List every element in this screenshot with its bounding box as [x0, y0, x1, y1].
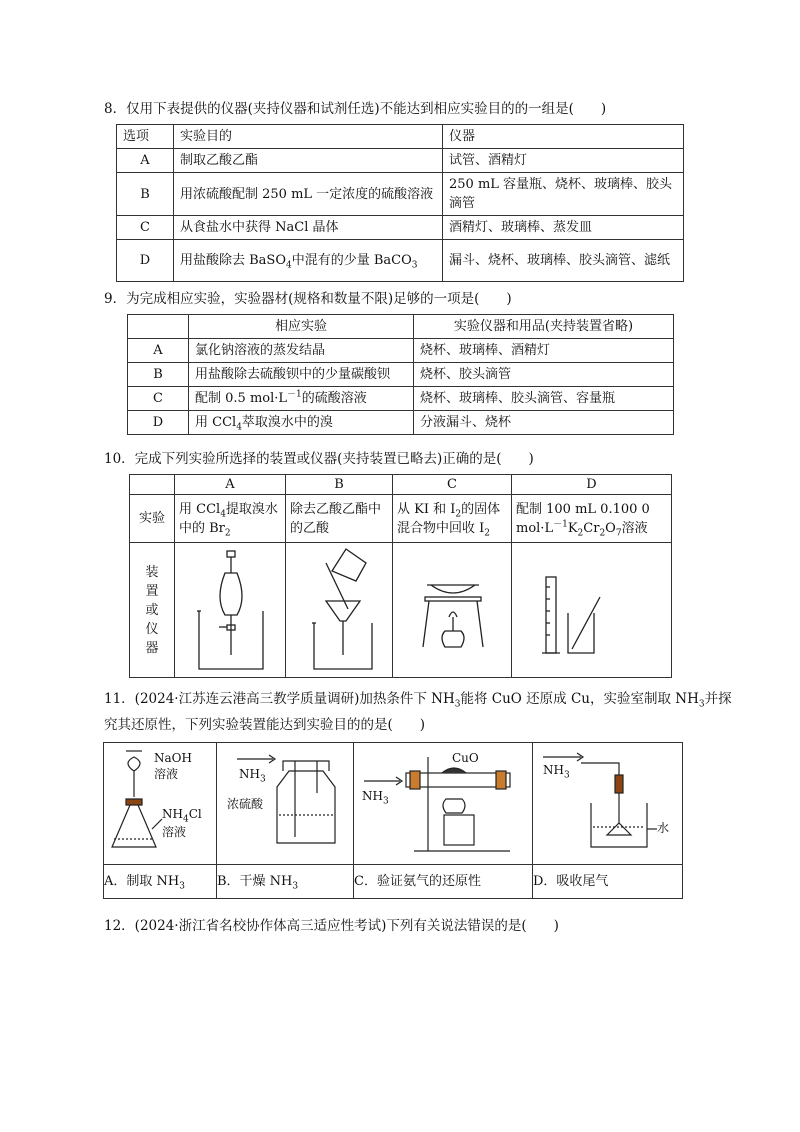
- concentrated-sulfuric-acid-label: 浓硫酸: [227, 797, 264, 811]
- q9-stem: 9．为完成相应实验，实验器材(规格和数量不限)足够的一项是( ): [104, 291, 512, 307]
- q9-experiment: 用盐酸除去硫酸钡中的少量碳酸钡: [189, 363, 414, 387]
- q12-stem: 12．(2024·浙江省名校协作体高三适应性考试)下列有关说法错误的是( ): [104, 918, 559, 934]
- nh4cl-solution-label: 溶液: [162, 825, 187, 839]
- q11-apparatus-b: [217, 743, 354, 865]
- q8-option: B: [117, 173, 174, 216]
- q8-apparatus: 250 mL 容量瓶、烧杯、玻璃棒、胶头滴管: [443, 173, 684, 216]
- q8-apparatus: 试管、酒精灯: [443, 149, 684, 173]
- q9-experiment: 用 CCl$_4$萃取溴水中的溴: [189, 411, 414, 435]
- q10-col-b: B: [286, 475, 393, 495]
- q8-goal: 用盐酸除去 BaSO$_4$中混有的少量 BaCO$_3$: [174, 240, 443, 282]
- q9-apparatus: 烧杯、玻璃棒、酒精灯: [414, 339, 674, 363]
- q10-apparatus-c: [393, 543, 512, 678]
- q10-col-d: D: [512, 475, 672, 495]
- q9-header-apparatus: 实验仪器和用品(夹持装置省略): [414, 315, 674, 339]
- q8-table: [116, 124, 684, 282]
- q11-caption-a: A．制取 $NH_3$: [104, 865, 217, 899]
- q11-apparatus-a: [104, 743, 217, 865]
- q9-option: C: [128, 387, 189, 411]
- q10-apparatus-d: [512, 543, 672, 678]
- q10-exp-c: 从 KI 和 $I_2$的固体混合物中回收 $I_2$: [393, 495, 512, 543]
- q8-header-option: 选项: [117, 125, 174, 149]
- q8-apparatus: 酒精灯、玻璃棒、蒸发皿: [443, 216, 684, 240]
- nh3-label-c: $NH_3$: [362, 789, 389, 807]
- q9-apparatus: 分液漏斗、烧杯: [414, 411, 674, 435]
- naoh-solution-label: 溶液: [154, 767, 179, 781]
- q9-experiment: 配制 0.5 $mol\cdot L^{-1}$的硫酸溶液: [189, 387, 414, 411]
- q10-exp-d: 配制 100 mL 0.100 0 $mol\cdot L^{-1}K_2Cr_2O_7$溶液: [512, 495, 672, 543]
- q11-stem-line2: 究其还原性，下列实验装置能达到实验目的的是( ): [104, 717, 426, 733]
- q10-table: [129, 474, 672, 678]
- q8-option: A: [117, 149, 174, 173]
- q11-caption-b: B．干燥 $NH_3$: [217, 865, 354, 899]
- q8-header-goal: 实验目的: [174, 125, 443, 149]
- q9-header-experiment: 相应实验: [189, 315, 414, 339]
- nh3-label-b: $NH_3$: [239, 767, 266, 785]
- q10-stem: 10．完成下列实验所选择的装置或仪器(夹持装置已略去)正确的是( ): [104, 451, 534, 467]
- q11-caption-d: D．吸收尾气: [533, 865, 683, 899]
- q9-apparatus: 烧杯、玻璃棒、胶头滴管、容量瓶: [414, 387, 674, 411]
- q9-option: B: [128, 363, 189, 387]
- q9-option: A: [128, 339, 189, 363]
- separatory-funnel-beaker-icon: [175, 543, 285, 677]
- evaporating-dish-tripod-icon: [393, 543, 511, 677]
- cuo-label: CuO: [452, 751, 479, 765]
- naoh-label: NaOH: [154, 751, 192, 765]
- water-label: 水: [657, 821, 670, 835]
- q9-table: [127, 314, 674, 435]
- q11-apparatus-c: [354, 743, 533, 865]
- q10-col-c: C: [393, 475, 512, 495]
- filtration-setup-icon: [286, 543, 392, 677]
- q9-option: D: [128, 411, 189, 435]
- q8-goal: 从食盐水中获得 NaCl 晶体: [174, 216, 443, 240]
- q10-row-label-apparatus: 装置或仪器: [130, 543, 175, 678]
- q11-stem-line1: 11．(2024·江苏连云港高三教学质量调研)加热条件下 $NH_3$能将 CuO 还原成 Cu，实验室制取 $NH_3$并探: [104, 691, 732, 710]
- q9-experiment: 氯化钠溶液的蒸发结晶: [189, 339, 414, 363]
- q8-stem: 8．仅用下表提供的仪器(夹持仪器和试剂任选)不能达到相应实验目的的一组是( ): [104, 101, 607, 117]
- q11-table: [103, 742, 683, 899]
- q10-exp-b: 除去乙酸乙酯中的乙酸: [286, 495, 393, 543]
- nh4cl-label: $NH_4Cl$: [162, 807, 202, 825]
- q8-apparatus: 漏斗、烧杯、玻璃棒、胶头滴管、滤纸: [443, 240, 684, 282]
- graduated-cylinder-beaker-icon: [512, 543, 671, 677]
- q8-header-apparatus: 仪器: [443, 125, 684, 149]
- q10-col-a: A: [175, 475, 286, 495]
- q8-option: D: [117, 240, 174, 282]
- nh3-label-d: $NH_3$: [543, 763, 570, 781]
- q10-apparatus-b: [286, 543, 393, 678]
- q11-apparatus-d: [533, 743, 683, 865]
- q8-option: C: [117, 216, 174, 240]
- q11-caption-c: C．验证氨气的还原性: [354, 865, 533, 899]
- q10-apparatus-a: [175, 543, 286, 678]
- q10-exp-a: 用 CCl$_4$提取溴水中的 $Br_2$: [175, 495, 286, 543]
- q9-header-option: [128, 315, 189, 339]
- q8-goal: 用浓硫酸配制 250 mL 一定浓度的硫酸溶液: [174, 173, 443, 216]
- q9-apparatus: 烧杯、胶头滴管: [414, 363, 674, 387]
- q10-row-label-experiment: 实验: [130, 495, 175, 543]
- q8-goal: 制取乙酸乙酯: [174, 149, 443, 173]
